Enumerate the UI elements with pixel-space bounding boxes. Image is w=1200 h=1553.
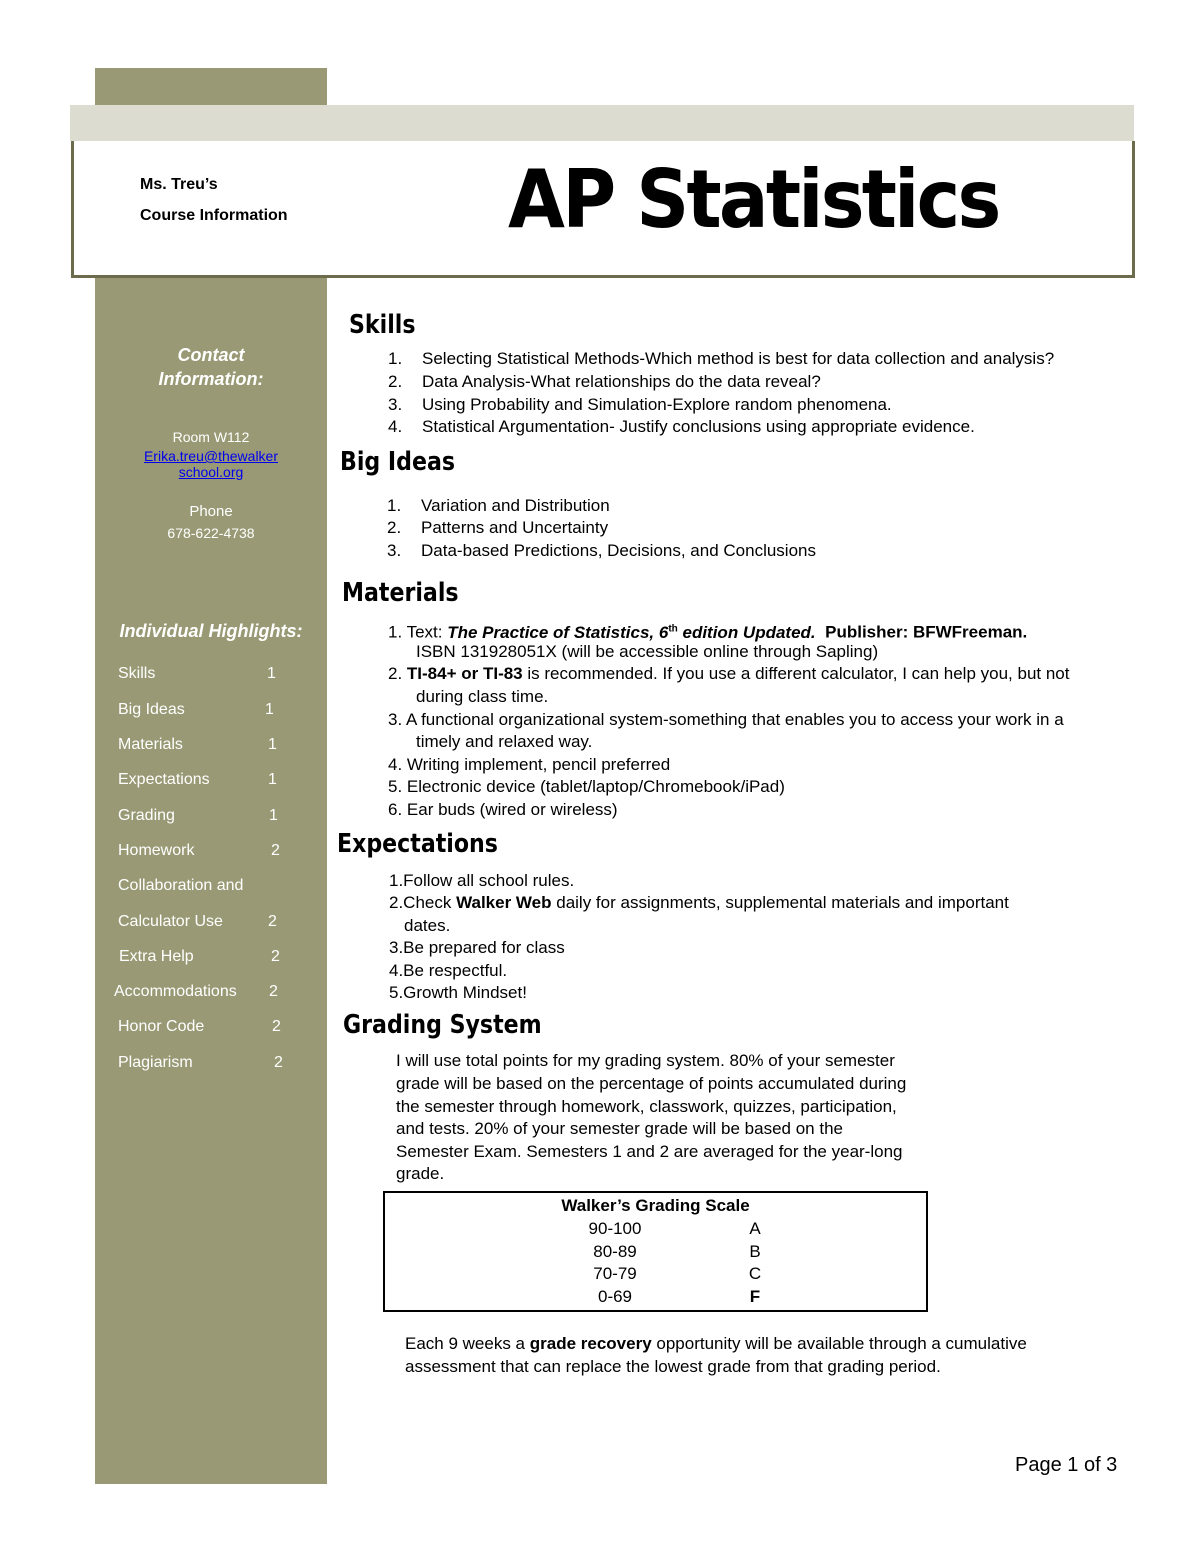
- list-item: 4. Writing implement, pencil preferred: [388, 755, 671, 774]
- highlight-item[interactable]: Collaboration and: [118, 877, 244, 894]
- highlight-item[interactable]: Expectations: [118, 771, 210, 788]
- contact-heading: Contact Information:: [158, 345, 264, 389]
- table-cell: C: [748, 1264, 762, 1283]
- phone-label: Phone: [189, 503, 233, 520]
- table-cell: A: [749, 1219, 761, 1238]
- materials-heading: Materials: [342, 578, 459, 608]
- email-link[interactable]: Erika.treu@thewalker school.org: [143, 448, 279, 480]
- list-item: timely and relaxed way.: [416, 732, 593, 751]
- highlight-item[interactable]: Honor Code: [118, 1018, 205, 1035]
- table-cell: 90-100: [588, 1219, 642, 1238]
- highlights-heading: Individual Highlights:: [119, 621, 303, 641]
- list-item: ISBN 131928051X (will be accessible online through Sapling): [416, 642, 879, 661]
- paragraph-line: the semester through homework, classwork, quizzes, participation,: [396, 1097, 897, 1116]
- highlight-item[interactable]: Skills: [118, 665, 156, 682]
- list-item: 3. Using Probability and Simulation-Explore random phenomena.: [388, 395, 892, 414]
- highlight-item[interactable]: Calculator Use: [118, 913, 223, 930]
- highlight-page: 2: [274, 1054, 283, 1071]
- list-item: 4.Be respectful.: [389, 961, 508, 980]
- list-item: 2. Patterns and Uncertainty: [387, 518, 609, 537]
- page-title: AP Statistics: [508, 153, 999, 246]
- paragraph-line: grade will be based on the percentage of points accumulated during: [396, 1074, 907, 1093]
- page-number: Page 1 of 3: [1015, 1454, 1118, 1476]
- list-item: 5. Electronic device (tablet/laptop/Chromebook/iPad): [388, 777, 785, 796]
- table-cell: B: [749, 1242, 761, 1261]
- list-item: 1.Follow all school rules.: [389, 871, 575, 890]
- phone-number: 678-622-4738: [167, 525, 255, 541]
- paragraph-line: grade.: [396, 1164, 445, 1183]
- paragraph-line: I will use total points for my grading system. 80% of your semester: [396, 1051, 895, 1070]
- list-item: 1. Variation and Distribution: [387, 496, 610, 515]
- highlight-item[interactable]: Big Ideas: [118, 701, 185, 718]
- list-item: 3.Be prepared for class: [389, 938, 565, 957]
- highlight-item[interactable]: Plagiarism: [118, 1054, 193, 1071]
- list-item: 5.Growth Mindset!: [389, 983, 527, 1002]
- list-item: 1. Selecting Statistical Methods-Which method is best for data collection and analysis?: [388, 349, 1055, 368]
- expectations-heading: Expectations: [337, 829, 498, 859]
- list-item: 3. Data-based Predictions, Decisions, and Conclusions: [387, 541, 816, 560]
- list-item: 4. Statistical Argumentation- Justify conclusions using appropriate evidence.: [388, 417, 975, 436]
- list-item: 3. A functional organizational system-something that enables you to access your work in a: [388, 710, 1064, 729]
- big-ideas-heading: Big Ideas: [340, 447, 456, 477]
- recovery-text: assessment that can replace the lowest grade from that grading period.: [405, 1357, 941, 1376]
- list-item: dates.: [404, 916, 451, 935]
- highlight-item[interactable]: Grading: [118, 807, 175, 824]
- teacher-name: Ms. Treu’s: [140, 176, 218, 193]
- table-cell: 80-89: [593, 1242, 637, 1261]
- highlight-page: 1: [268, 736, 277, 753]
- course-info-label: Course Information: [140, 207, 288, 224]
- grading-heading: Grading System: [343, 1010, 542, 1040]
- room-number: Room W112: [172, 429, 250, 445]
- grading-scale-title: Walker’s Grading Scale: [561, 1196, 750, 1215]
- paragraph-line: and tests. 20% of your semester grade will be based on the: [396, 1119, 843, 1138]
- paragraph-line: Semester Exam. Semesters 1 and 2 are averaged for the year-long: [396, 1142, 903, 1161]
- highlight-item[interactable]: Materials: [118, 736, 183, 753]
- list-item: during class time.: [416, 687, 549, 706]
- list-item: 2. TI-84+ or TI-83 is recommended. If you use a different calculator, I can help you, but not: [388, 664, 1070, 683]
- highlight-page: 2: [268, 913, 277, 930]
- highlight-page: 2: [271, 948, 280, 965]
- grading-scale-table: [383, 1191, 928, 1312]
- list-item: 6. Ear buds (wired or wireless): [388, 800, 618, 819]
- list-item: 1. Text: The Practice of Statistics, 6th edition Updated. Publisher: BFWFreeman.: [388, 622, 1028, 642]
- highlight-item[interactable]: Homework: [118, 842, 195, 859]
- list-item: 2.Check Walker Web daily for assignments, supplemental materials and important: [389, 893, 1009, 912]
- highlight-page: 2: [269, 983, 278, 1000]
- highlight-page: 1: [267, 665, 276, 682]
- highlight-page: 1: [268, 771, 277, 788]
- highlight-page: 2: [271, 842, 280, 859]
- skills-heading: Skills: [349, 310, 416, 340]
- table-cell: 70-79: [593, 1264, 637, 1283]
- highlight-page: 1: [265, 701, 274, 718]
- table-cell: F: [749, 1287, 761, 1306]
- header-band: [70, 105, 1134, 141]
- highlight-page: 2: [272, 1018, 281, 1035]
- highlight-item[interactable]: Accommodations: [114, 983, 237, 1000]
- highlight-item[interactable]: Extra Help: [119, 948, 194, 965]
- highlight-page: 1: [269, 807, 278, 824]
- list-item: 2. Data Analysis-What relationships do the data reveal?: [388, 372, 821, 391]
- table-cell: 0-69: [597, 1287, 633, 1306]
- recovery-text: Each 9 weeks a grade recovery opportunity will be available through a cumulative: [405, 1334, 1027, 1353]
